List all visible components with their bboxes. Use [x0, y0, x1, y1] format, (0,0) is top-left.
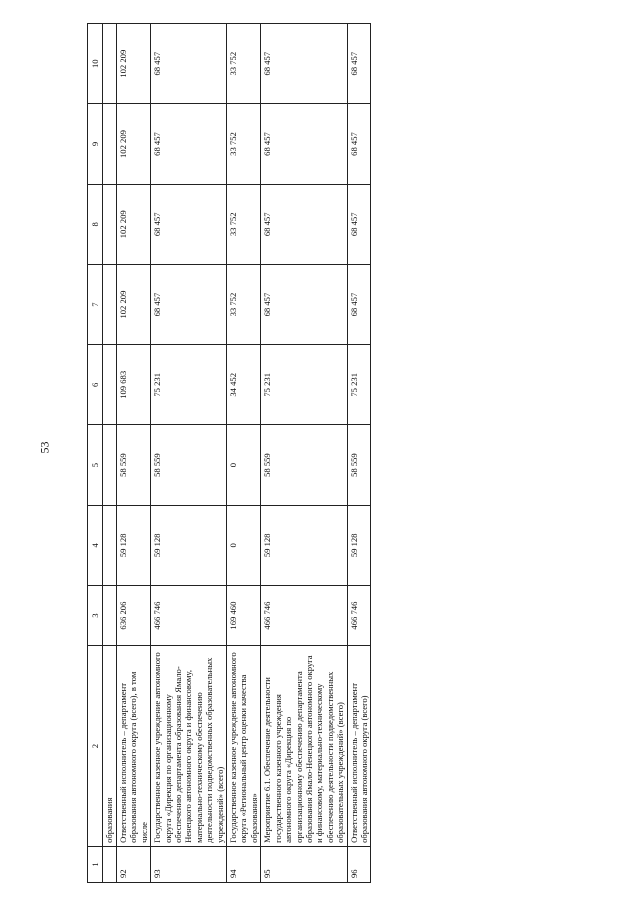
- cell-col8: 68 457: [347, 184, 371, 264]
- cell-col8: 68 457: [151, 184, 227, 264]
- cell-col9: 102 209: [117, 104, 151, 184]
- cell-col8: 102 209: [117, 184, 151, 264]
- row-id: [103, 846, 117, 882]
- row-id: 94: [227, 846, 261, 882]
- cell-col4: 59 128: [151, 505, 227, 585]
- cell-col7: 68 457: [151, 264, 227, 344]
- cell-col4: 0: [227, 505, 261, 585]
- cell-col5: 58 559: [347, 425, 371, 505]
- cell-total: 466 746: [261, 585, 347, 645]
- cell-col8: 68 457: [261, 184, 347, 264]
- cell-col10: 33 752: [227, 24, 261, 104]
- table-row: [151, 24, 227, 883]
- row-name: Мероприятие 6.1. Обеспечение деятельности государственного казенного учреждения автономного округа «Дирекция по организационному обеспечению департамента образования Ямало-Ненецкого автономного округа и финансовому, материально-техническому обеспечению деятельности подведомственных образовательных учреждений» (всего): [261, 646, 347, 847]
- header-cell: 10: [88, 24, 103, 104]
- cell-col5: [103, 425, 117, 505]
- cell-col7: [103, 264, 117, 344]
- header-cell: 3: [88, 585, 103, 645]
- row-id: 95: [261, 846, 347, 882]
- header-cell: 5: [88, 425, 103, 505]
- table-row: [227, 24, 261, 883]
- header-cell: 6: [88, 345, 103, 425]
- row-name: образования: [103, 646, 117, 847]
- cell-col8: [103, 184, 117, 264]
- cell-total: 466 746: [347, 585, 371, 645]
- cell-col6: 109 683: [117, 345, 151, 425]
- cell-col4: 59 128: [261, 505, 347, 585]
- cell-col10: 68 457: [261, 24, 347, 104]
- cell-col4: 59 128: [117, 505, 151, 585]
- cell-col6: 34 452: [227, 345, 261, 425]
- cell-col9: 68 457: [261, 104, 347, 184]
- header-row: [88, 24, 103, 883]
- row-name: Ответственный исполнитель – департамент образования автономного округа (всего), в том числе: [117, 646, 151, 847]
- table-row: [261, 24, 347, 883]
- cell-col7: 68 457: [347, 264, 371, 344]
- cell-col7: 33 752: [227, 264, 261, 344]
- cell-col6: [103, 345, 117, 425]
- cell-total: 636 206: [117, 585, 151, 645]
- cell-col4: [103, 505, 117, 585]
- cell-col10: 68 457: [347, 24, 371, 104]
- cell-col5: 58 559: [151, 425, 227, 505]
- cell-total: 169 460: [227, 585, 261, 645]
- cell-col5: 0: [227, 425, 261, 505]
- cell-col10: 68 457: [151, 24, 227, 104]
- cell-col9: 68 457: [151, 104, 227, 184]
- table-row: [103, 24, 117, 883]
- row-name: Ответственный исполнитель – департамент образования автономного округа (всего): [347, 646, 371, 847]
- header-cell: 8: [88, 184, 103, 264]
- budget-table: [87, 23, 371, 883]
- header-cell: 7: [88, 264, 103, 344]
- cell-col5: 58 559: [261, 425, 347, 505]
- cell-col10: 102 209: [117, 24, 151, 104]
- cell-col7: 68 457: [261, 264, 347, 344]
- cell-col8: 33 752: [227, 184, 261, 264]
- row-name: Государственное казенное учреждение автономного округа «Региональный центр оценки качества образования»: [227, 646, 261, 847]
- cell-col9: 33 752: [227, 104, 261, 184]
- row-id: 93: [151, 846, 227, 882]
- cell-col4: 59 128: [347, 505, 371, 585]
- rotated-table-container: [87, 23, 607, 883]
- header-cell: 4: [88, 505, 103, 585]
- cell-col9: [103, 104, 117, 184]
- cell-col6: 75 231: [151, 345, 227, 425]
- cell-col6: 75 231: [347, 345, 371, 425]
- header-cell: 2: [88, 646, 103, 847]
- cell-col6: 75 231: [261, 345, 347, 425]
- cell-col9: 68 457: [347, 104, 371, 184]
- header-cell: 1: [88, 846, 103, 882]
- cell-col10: [103, 24, 117, 104]
- table-row: [347, 24, 371, 883]
- page-number: 53: [37, 441, 52, 454]
- cell-total: 466 746: [151, 585, 227, 645]
- cell-col5: 58 559: [117, 425, 151, 505]
- cell-total: [103, 585, 117, 645]
- row-name: Государственное казенное учреждение автономного округа «Дирекция по организационному обеспечению департамента образования Ямало-Ненецкого автономного округа и финансовому, материально-техническому обеспечению деятельности подведомственных образовательных учреждений» (всего): [151, 646, 227, 847]
- row-id: 96: [347, 846, 371, 882]
- header-cell: 9: [88, 104, 103, 184]
- table-row: [117, 24, 151, 883]
- cell-col7: 102 209: [117, 264, 151, 344]
- row-id: 92: [117, 846, 151, 882]
